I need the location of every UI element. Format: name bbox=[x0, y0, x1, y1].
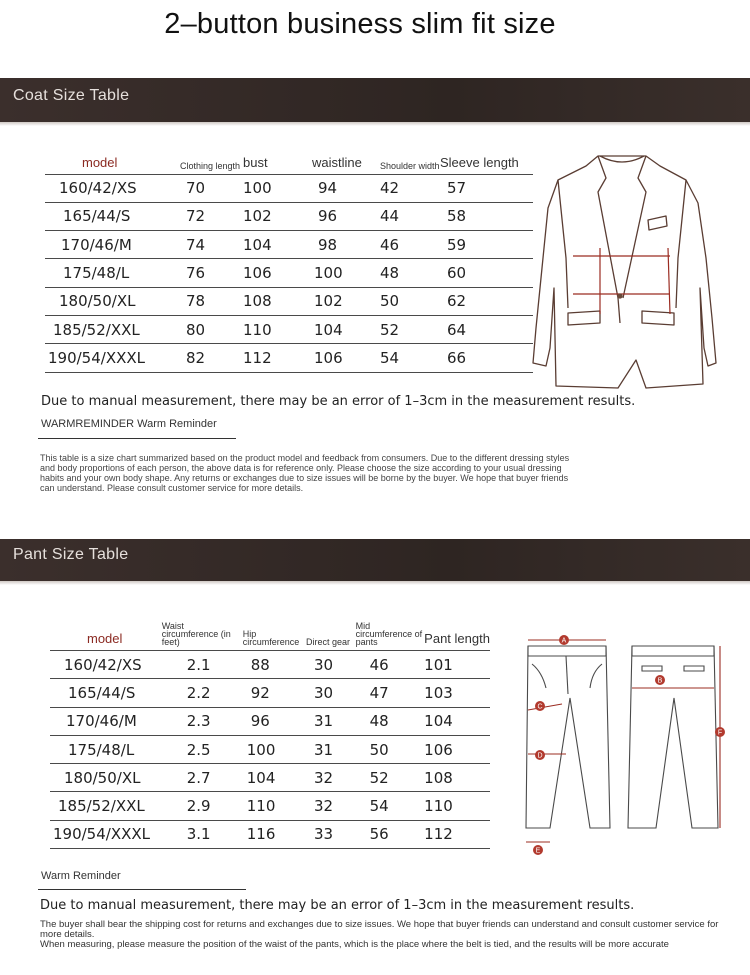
table-cell: 180/50/XL bbox=[50, 764, 162, 792]
table-row bbox=[50, 707, 490, 735]
table-cell: 76 bbox=[180, 259, 243, 287]
table-cell: 106 bbox=[424, 735, 490, 763]
coat-header-sleeve: Sleeve length bbox=[440, 154, 519, 170]
pant-header-hip: Hip circumference bbox=[242, 629, 300, 647]
table-cell: 160/42/XS bbox=[50, 651, 162, 679]
table-cell: 110 bbox=[424, 792, 490, 820]
pants-front-pocket-r bbox=[590, 664, 602, 688]
table-cell: 108 bbox=[424, 764, 490, 792]
table-cell: 160/42/XS bbox=[45, 174, 180, 202]
table-cell: 175/48/L bbox=[45, 259, 180, 287]
table-row bbox=[50, 764, 490, 792]
pant-error-note: Due to manual measurement, there may be an error of 1–3cm in the measurement results. bbox=[40, 898, 635, 913]
jacket-lapel-left bbox=[598, 156, 620, 323]
table-cell: 47 bbox=[356, 679, 425, 707]
table-cell: 165/44/S bbox=[50, 679, 162, 707]
pants-front-waistband bbox=[528, 646, 606, 656]
jacket-pocket-chest bbox=[648, 216, 667, 230]
table-row bbox=[50, 651, 490, 679]
pant-header-mid: Mid circumference of pants bbox=[355, 621, 423, 647]
pants-front-outline bbox=[526, 646, 610, 828]
table-cell: 116 bbox=[243, 820, 302, 848]
table-cell: 70 bbox=[180, 174, 243, 202]
pant-header-waist: Waist circumference (in feet) bbox=[161, 621, 231, 647]
table-row bbox=[50, 792, 490, 820]
coat-reminder-title: WARMREMINDER Warm Reminder bbox=[41, 418, 217, 430]
table-cell: 190/54/XXXL bbox=[50, 820, 162, 848]
pant-text-2: When measuring, please measure the position of the waist of the pants, which is the place where the belt is tied, and the results will be more accurate bbox=[40, 939, 669, 950]
jacket-sleeve-seam-l bbox=[558, 180, 568, 308]
table-cell: 104 bbox=[310, 315, 380, 343]
coat-header-waist: waistline bbox=[312, 154, 362, 170]
coat-section-title: Coat Size Table bbox=[13, 87, 130, 104]
jacket-diagram bbox=[528, 148, 718, 393]
table-row bbox=[50, 820, 490, 848]
table-row bbox=[45, 287, 533, 315]
marker-e-label: E bbox=[535, 847, 541, 855]
coat-header-shoulder: Shoulder width bbox=[380, 160, 440, 171]
table-cell: 112 bbox=[424, 820, 490, 848]
table-cell: 106 bbox=[310, 344, 380, 372]
table-cell: 175/48/L bbox=[50, 735, 162, 763]
table-cell: 185/52/XXL bbox=[45, 315, 180, 343]
table-cell: 78 bbox=[180, 287, 243, 315]
table-cell: 165/44/S bbox=[45, 202, 180, 230]
table-cell: 46 bbox=[356, 651, 425, 679]
table-cell: 2.1 bbox=[162, 651, 243, 679]
jacket-lapel-right bbox=[623, 156, 646, 298]
table-cell: 54 bbox=[380, 344, 440, 372]
table-cell: 60 bbox=[440, 259, 533, 287]
table-cell: 72 bbox=[180, 202, 243, 230]
jacket-pocket-right bbox=[642, 311, 674, 325]
marker-d-label: D bbox=[537, 752, 543, 760]
table-cell: 42 bbox=[380, 174, 440, 202]
table-cell: 80 bbox=[180, 315, 243, 343]
pants-back-waistband bbox=[632, 646, 714, 656]
pant-header-gear: Direct gear bbox=[305, 637, 350, 647]
table-row bbox=[45, 174, 533, 202]
coat-size-table bbox=[45, 148, 533, 373]
table-cell: 112 bbox=[243, 344, 310, 372]
table-cell: 102 bbox=[243, 202, 310, 230]
coat-reminder-text: This table is a size chart summarized based on the product model and feedback from consumers. Due to the different dressing styles and body proportions of each person, the above data is for reference only. Please choose the size according to your usual dressing habits and your own body shape. Any returns or exchanges due to size issues will be borne by the buyer. We hope that buyer friends can understand. Please consult customer service for more details. bbox=[40, 453, 570, 493]
table-cell: 74 bbox=[180, 231, 243, 259]
pants-back-pocket-r bbox=[684, 666, 704, 671]
table-cell: 101 bbox=[424, 651, 490, 679]
table-cell: 48 bbox=[356, 707, 425, 735]
table-cell: 32 bbox=[302, 792, 356, 820]
pant-reminder-title: Warm Reminder bbox=[41, 870, 121, 882]
table-cell: 103 bbox=[424, 679, 490, 707]
table-cell: 106 bbox=[243, 259, 310, 287]
table-cell: 88 bbox=[243, 651, 302, 679]
table-cell: 54 bbox=[356, 792, 425, 820]
coat-error-note: Due to manual measurement, there may be an error of 1–3cm in the measurement results. bbox=[41, 394, 636, 409]
table-cell: 180/50/XL bbox=[45, 287, 180, 315]
table-cell: 2.7 bbox=[162, 764, 243, 792]
coat-section-header bbox=[0, 78, 750, 122]
table-cell: 56 bbox=[356, 820, 425, 848]
pant-section-shadow bbox=[0, 581, 750, 585]
table-cell: 110 bbox=[243, 315, 310, 343]
pant-size-table bbox=[50, 622, 490, 849]
table-cell: 190/54/XXXL bbox=[45, 344, 180, 372]
table-row bbox=[45, 259, 533, 287]
table-cell: 31 bbox=[302, 735, 356, 763]
table-cell: 52 bbox=[380, 315, 440, 343]
table-cell: 98 bbox=[310, 231, 380, 259]
table-cell: 52 bbox=[356, 764, 425, 792]
table-cell: 92 bbox=[243, 679, 302, 707]
pant-section-title: Pant Size Table bbox=[13, 546, 129, 563]
table-cell: 110 bbox=[243, 792, 302, 820]
pants-back-outline bbox=[628, 646, 718, 828]
pant-header-length: Pant length bbox=[424, 631, 490, 646]
page-title: 2–button business slim fit size bbox=[164, 8, 556, 40]
marker-a-label: A bbox=[561, 637, 567, 645]
table-row bbox=[50, 735, 490, 763]
table-cell: 170/46/M bbox=[50, 707, 162, 735]
table-cell: 32 bbox=[302, 764, 356, 792]
marker-f-label: F bbox=[717, 729, 723, 737]
table-cell: 100 bbox=[243, 174, 310, 202]
table-cell: 94 bbox=[310, 174, 380, 202]
jacket-button bbox=[617, 293, 622, 298]
table-cell: 50 bbox=[380, 287, 440, 315]
pant-header-model: model bbox=[87, 631, 123, 646]
table-cell: 57 bbox=[440, 174, 533, 202]
jacket-sleeve-seam-r bbox=[676, 180, 686, 308]
pants-front-fly bbox=[566, 656, 568, 694]
table-row bbox=[45, 231, 533, 259]
table-cell: 58 bbox=[440, 202, 533, 230]
table-cell: 59 bbox=[440, 231, 533, 259]
pants-back-pocket-l bbox=[642, 666, 662, 671]
table-cell: 108 bbox=[243, 287, 310, 315]
jacket-pocket-left bbox=[568, 311, 600, 325]
jacket-collar bbox=[600, 156, 644, 162]
marker-b-label: B bbox=[657, 677, 663, 685]
table-cell: 2.3 bbox=[162, 707, 243, 735]
pant-reminder-underline bbox=[38, 889, 246, 890]
coat-reminder-underline bbox=[38, 438, 236, 439]
table-cell: 2.5 bbox=[162, 735, 243, 763]
table-cell: 62 bbox=[440, 287, 533, 315]
table-cell: 33 bbox=[302, 820, 356, 848]
table-cell: 96 bbox=[243, 707, 302, 735]
coat-section-shadow bbox=[0, 122, 750, 126]
jacket-outline bbox=[533, 156, 716, 388]
table-cell: 104 bbox=[424, 707, 490, 735]
table-cell: 2.9 bbox=[162, 792, 243, 820]
table-row bbox=[45, 344, 533, 372]
table-row bbox=[50, 679, 490, 707]
coat-header-model: model bbox=[82, 154, 118, 170]
table-cell: 100 bbox=[310, 259, 380, 287]
pant-text-1: The buyer shall bear the shipping cost for returns and exchanges due to size issues. We hope that buyer friends can understand and consult customer service for more details. bbox=[40, 919, 719, 940]
table-cell: 44 bbox=[380, 202, 440, 230]
table-cell: 64 bbox=[440, 315, 533, 343]
pant-section-header bbox=[0, 539, 750, 581]
coat-header-bust: bust bbox=[243, 154, 268, 170]
table-cell: 82 bbox=[180, 344, 243, 372]
table-cell: 30 bbox=[302, 651, 356, 679]
table-cell: 185/52/XXL bbox=[50, 792, 162, 820]
table-cell: 96 bbox=[310, 202, 380, 230]
pants-front-pocket-l bbox=[532, 664, 546, 688]
table-cell: 170/46/M bbox=[45, 231, 180, 259]
table-cell: 30 bbox=[302, 679, 356, 707]
table-cell: 2.2 bbox=[162, 679, 243, 707]
table-cell: 31 bbox=[302, 707, 356, 735]
table-cell: 48 bbox=[380, 259, 440, 287]
pants-diagram bbox=[518, 628, 733, 856]
table-cell: 46 bbox=[380, 231, 440, 259]
table-cell: 100 bbox=[243, 735, 302, 763]
table-cell: 50 bbox=[356, 735, 425, 763]
table-cell: 104 bbox=[243, 764, 302, 792]
table-cell: 3.1 bbox=[162, 820, 243, 848]
measure-c-line bbox=[528, 704, 562, 710]
table-row bbox=[45, 315, 533, 343]
table-cell: 102 bbox=[310, 287, 380, 315]
marker-c-label: C bbox=[537, 703, 543, 711]
table-row bbox=[45, 202, 533, 230]
coat-header-length: Clothing length bbox=[180, 160, 241, 171]
sleeve-measure-line bbox=[668, 248, 670, 314]
table-cell: 104 bbox=[243, 231, 310, 259]
table-cell: 66 bbox=[440, 344, 533, 372]
